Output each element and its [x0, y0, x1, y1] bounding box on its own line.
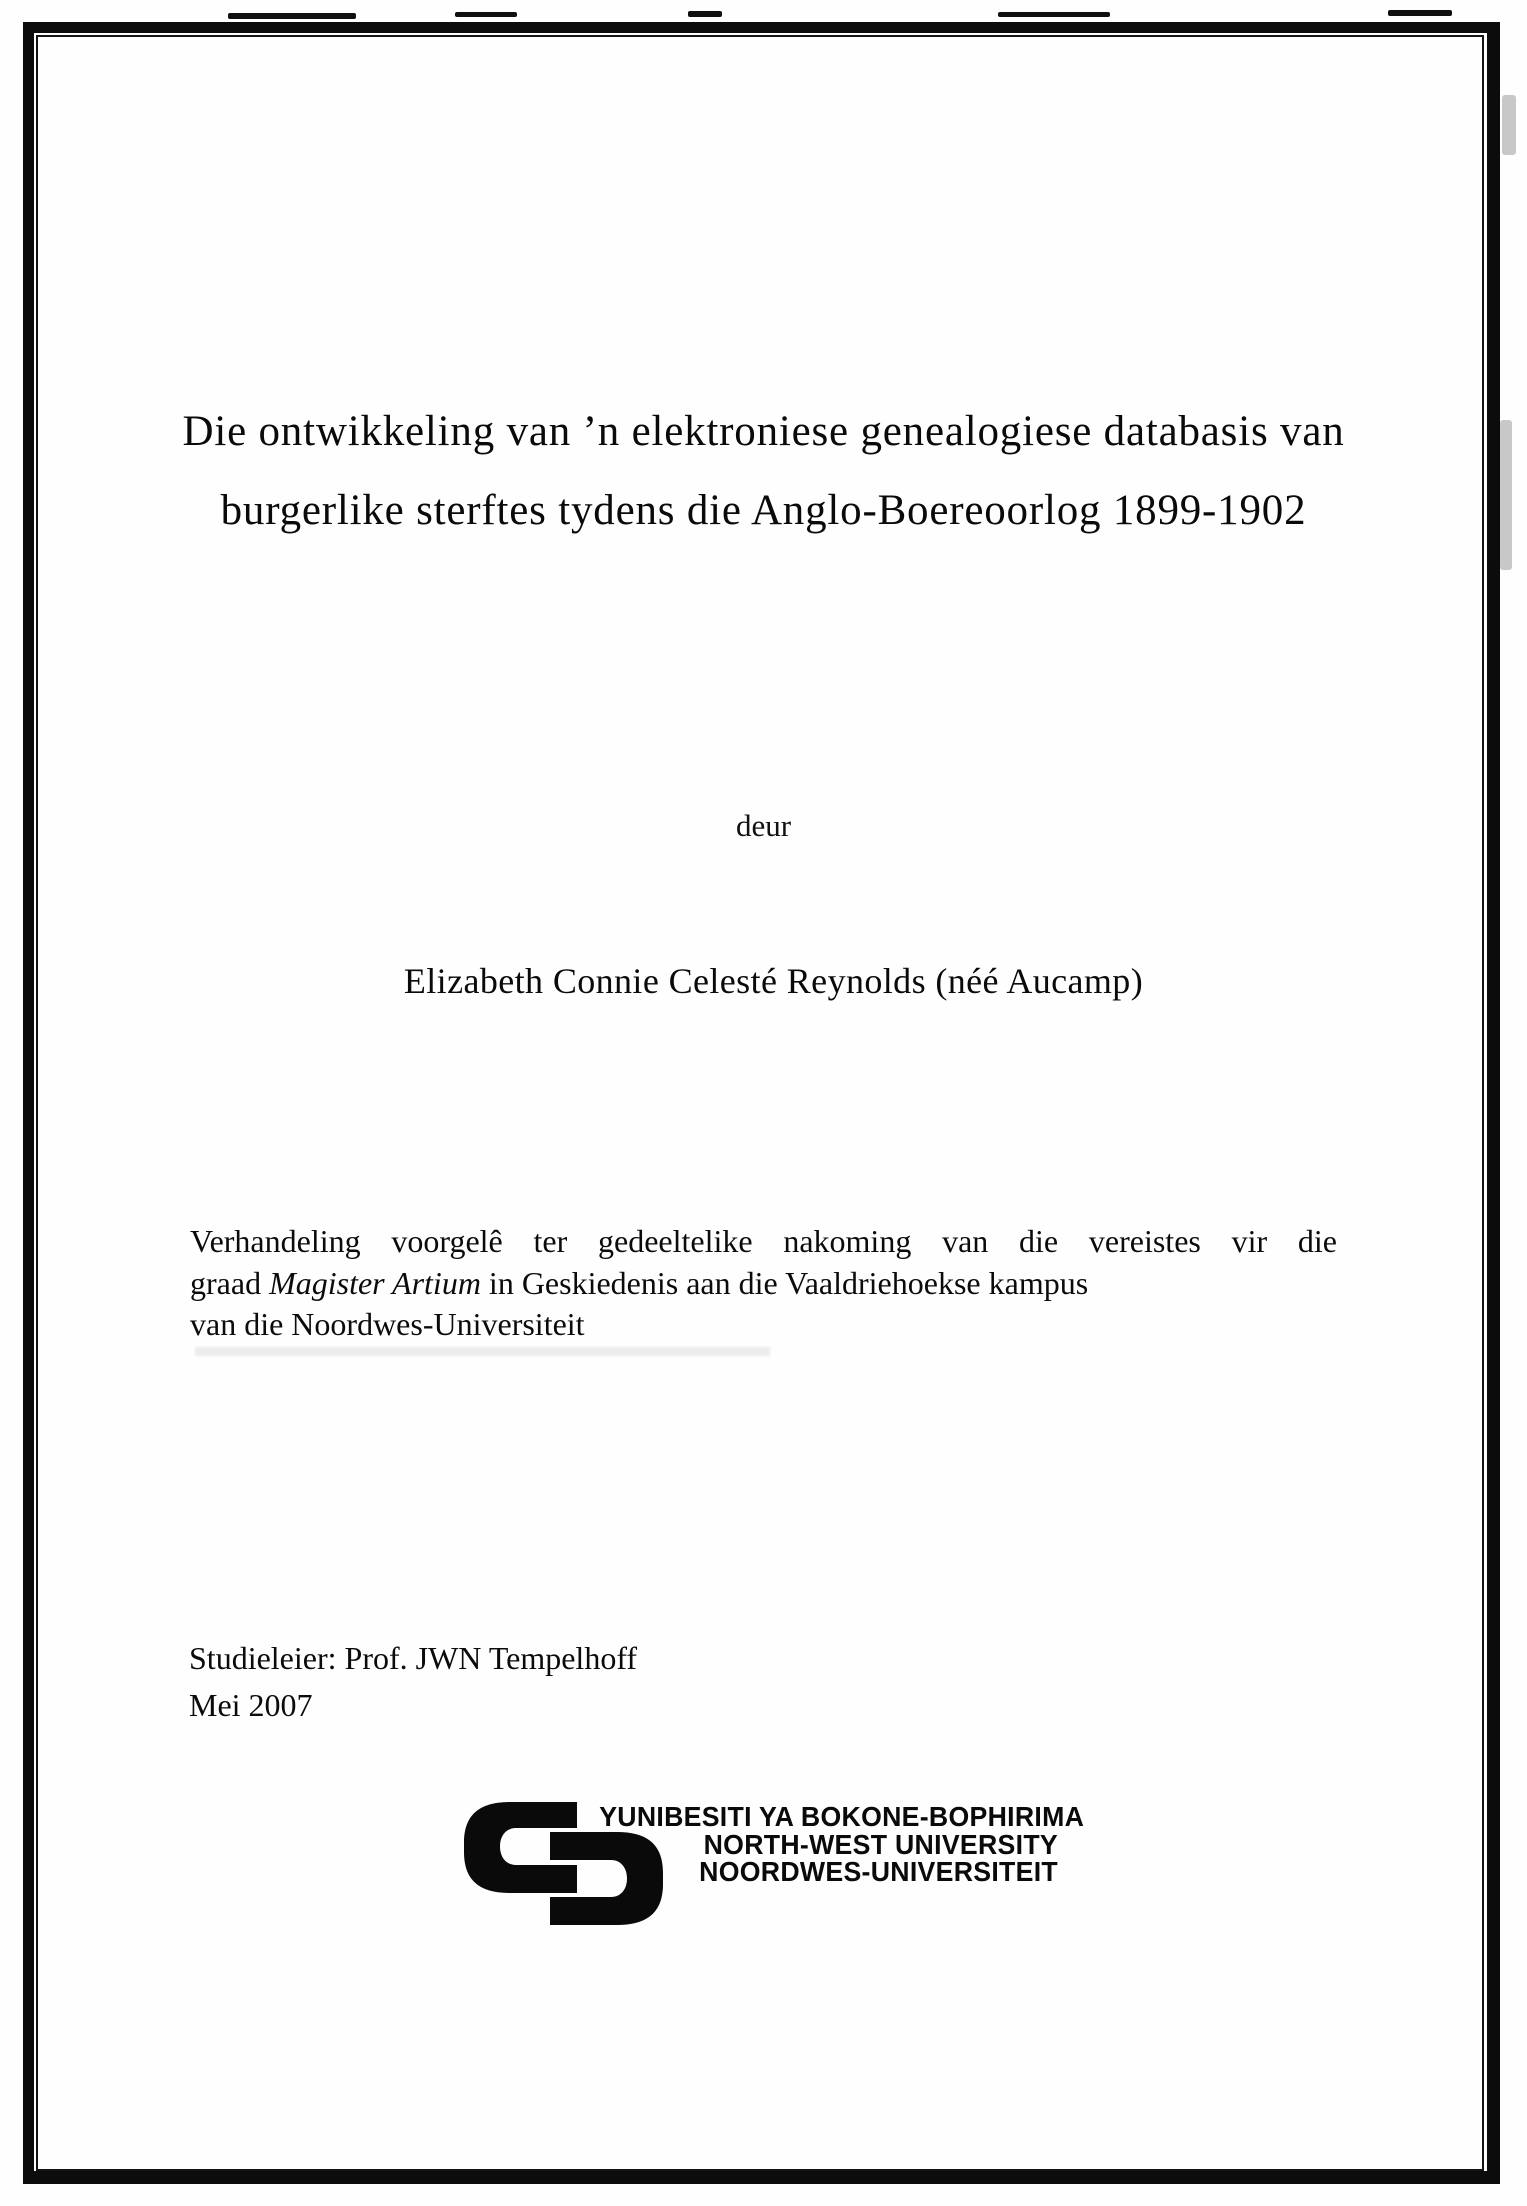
university-name-english: NORTH-WEST UNIVERSITY: [703, 1828, 1058, 1860]
scan-artifact-ghost-text: [195, 1347, 770, 1356]
supervisor-line: Studieleier: Prof. JWN Tempelhoff: [189, 1640, 638, 1676]
date-line: Mei 2007: [189, 1687, 313, 1723]
byline-label: deur: [735, 808, 792, 843]
scan-artifact-smudge: [1502, 95, 1516, 155]
university-name-setswana: YUNIBESITI YA BOKONE-BOPHIRIMA: [599, 1801, 1085, 1832]
scan-artifact-dash: [998, 12, 1110, 17]
thesis-title-line2: burgerlike sterftes tydens die Anglo-Boereoorlog 1899-1902: [220, 487, 1307, 534]
submission-line2-prefix: graad: [190, 1264, 270, 1301]
scan-artifact-dash: [228, 13, 356, 19]
submission-line3: van die Noordwes-Universiteit: [190, 1306, 585, 1342]
scan-artifact-dash: [455, 12, 517, 17]
thesis-title-line1: Die ontwikkeling van ’n elektroniese genealogiese databasis van: [182, 408, 1345, 455]
submission-degree-name: Magister Artium: [269, 1264, 481, 1301]
submission-statement: [190, 1221, 1337, 1346]
thesis-title: [60, 392, 1467, 550]
scan-artifact-dash: [1388, 10, 1452, 16]
submission-line2: [190, 1263, 1337, 1305]
university-name-block: [599, 1801, 1085, 1887]
author-name: Elizabeth Connie Celesté Reynolds (néé Aucamp): [403, 961, 1144, 1001]
scan-artifact-dash: [688, 11, 722, 17]
university-name-afrikaans: NOORDWES-UNIVERSITEIT: [699, 1856, 1058, 1887]
submission-line2-suffix: in Geskiedenis aan die Vaaldriehoekse kampus: [480, 1264, 1089, 1301]
scan-artifact-smudge: [1500, 420, 1512, 570]
submission-line1: Verhandeling voorgelê ter gedeeltelike nakoming van die vereistes vir die: [190, 1223, 1337, 1259]
